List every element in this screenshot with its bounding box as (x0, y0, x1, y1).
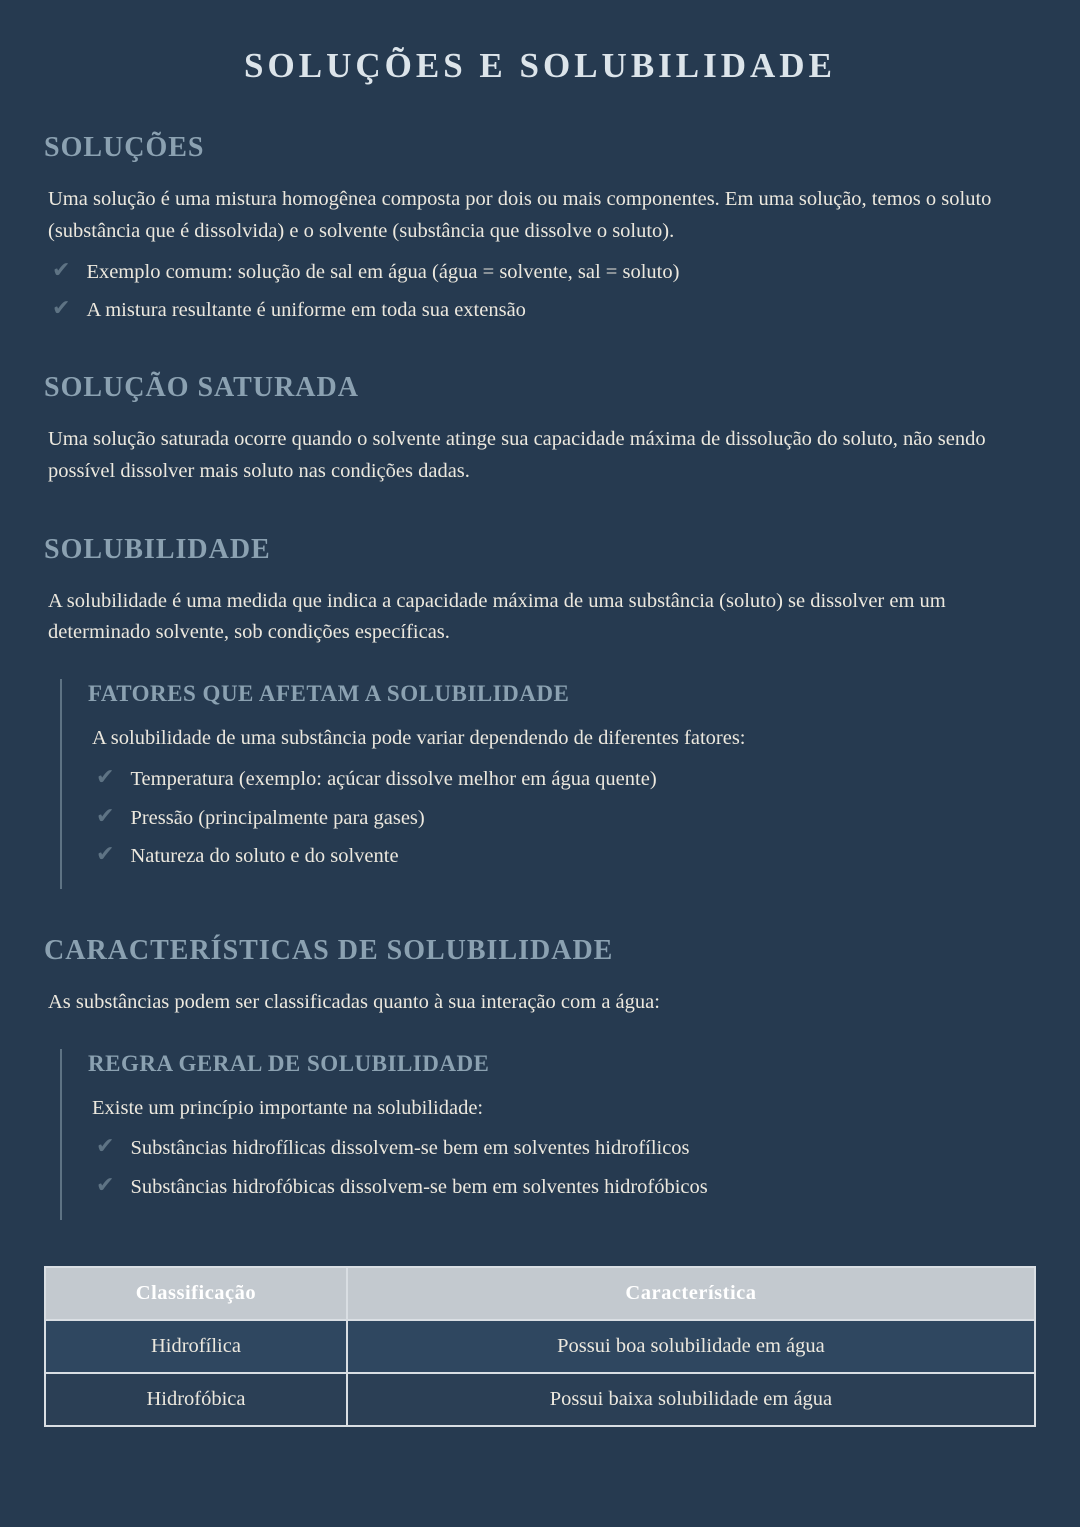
section-caracteristicas (44, 935, 1036, 1220)
list-item (88, 1134, 1036, 1164)
check-icon: ✔ (52, 295, 71, 321)
check-icon: ✔ (96, 802, 115, 828)
list-item (44, 258, 1036, 288)
check-icon: ✔ (96, 1172, 115, 1198)
paragraph-saturada: Uma solução saturada ocorre quando o solvente atinge sua capacidade máxima de dissolução do soluto, não sendo possível dissolver mais soluto nas condições dadas. (48, 427, 986, 482)
table-cell-characteristic: Possui baixa solubilidade em água (347, 1373, 1035, 1426)
paragraph-caracteristicas: As substâncias podem ser classificadas quanto à sua interação com a água: (48, 990, 660, 1013)
check-icon: ✔ (52, 256, 71, 282)
list-item (88, 804, 1036, 834)
paragraph-fatores: A solubilidade de uma substância pode variar dependendo de diferentes fatores: (92, 727, 746, 750)
list-item (88, 1173, 1036, 1203)
table-header-classificacao: Classificação (45, 1267, 347, 1320)
section-heading-saturada: SOLUÇÃO SATURADA (44, 371, 359, 403)
checklist-solucoes (44, 258, 1036, 326)
sub-heading-fatores: FATORES QUE AFETAM A SOLUBILIDADE (88, 681, 570, 707)
subsection-regra-geral (60, 1049, 1036, 1220)
list-item (88, 765, 1036, 795)
paragraph-regra-geral: Existe um princípio importante na solubilidade: (92, 1096, 484, 1119)
table-header-caracteristica: Característica (347, 1267, 1035, 1320)
table-row (45, 1320, 1035, 1373)
sub-heading-regra-geral: REGRA GERAL DE SOLUBILIDADE (88, 1050, 490, 1076)
section-solucoes (44, 132, 1036, 326)
table-cell-classification: Hidrofóbica (45, 1373, 347, 1426)
list-item-text: Substâncias hidrofílicas dissolvem-se bem em solventes hidrofílicos (130, 1137, 690, 1160)
section-heading-solucoes: SOLUÇÕES (44, 132, 205, 163)
list-item-text: Temperatura (exemplo: açúcar dissolve melhor em água quente) (130, 767, 657, 790)
list-item-text: Pressão (principalmente para gases) (130, 806, 425, 829)
checklist-regra-geral (88, 1134, 1036, 1202)
section-heading-solubilidade: SOLUBILIDADE (44, 533, 271, 565)
list-item-text: Substâncias hidrofóbicas dissolvem-se bem em solventes hidrofóbicos (130, 1176, 708, 1199)
check-icon: ✔ (96, 1133, 115, 1159)
list-item-text: A mistura resultante é uniforme em toda sua extensão (86, 299, 526, 322)
page-title: SOLUÇÕES E SOLUBILIDADE (244, 46, 836, 85)
list-item-text: Exemplo comum: solução de sal em água (água = solvente, sal = soluto) (86, 260, 680, 283)
table-cell-classification: Hidrofílica (45, 1320, 347, 1373)
check-icon: ✔ (96, 763, 115, 789)
paragraph-solubilidade: A solubilidade é uma medida que indica a capacidade máxima de uma substância (soluto) se dissolver em um determinado solvente, sob condições específicas. (48, 589, 946, 644)
list-item (44, 296, 1036, 326)
section-solucao-saturada (44, 372, 1036, 488)
section-solubilidade (44, 534, 1036, 889)
classification-table (44, 1266, 1036, 1427)
section-heading-caracteristicas: CARACTERÍSTICAS DE SOLUBILIDADE (44, 934, 614, 966)
table-header-row (45, 1267, 1035, 1320)
table-row (45, 1373, 1035, 1426)
list-item-text: Natureza do soluto e do solvente (130, 845, 399, 868)
paragraph-solucoes: Uma solução é uma mistura homogênea composta por dois ou mais componentes. Em uma solução, temos o soluto (substância que é dissolvida) e o solvente (substância que dissolve o soluto). (48, 188, 992, 242)
table-cell-characteristic: Possui boa solubilidade em água (347, 1320, 1035, 1373)
checklist-fatores (88, 765, 1036, 872)
subsection-fatores (60, 679, 1036, 889)
list-item (88, 842, 1036, 872)
check-icon: ✔ (96, 841, 115, 867)
